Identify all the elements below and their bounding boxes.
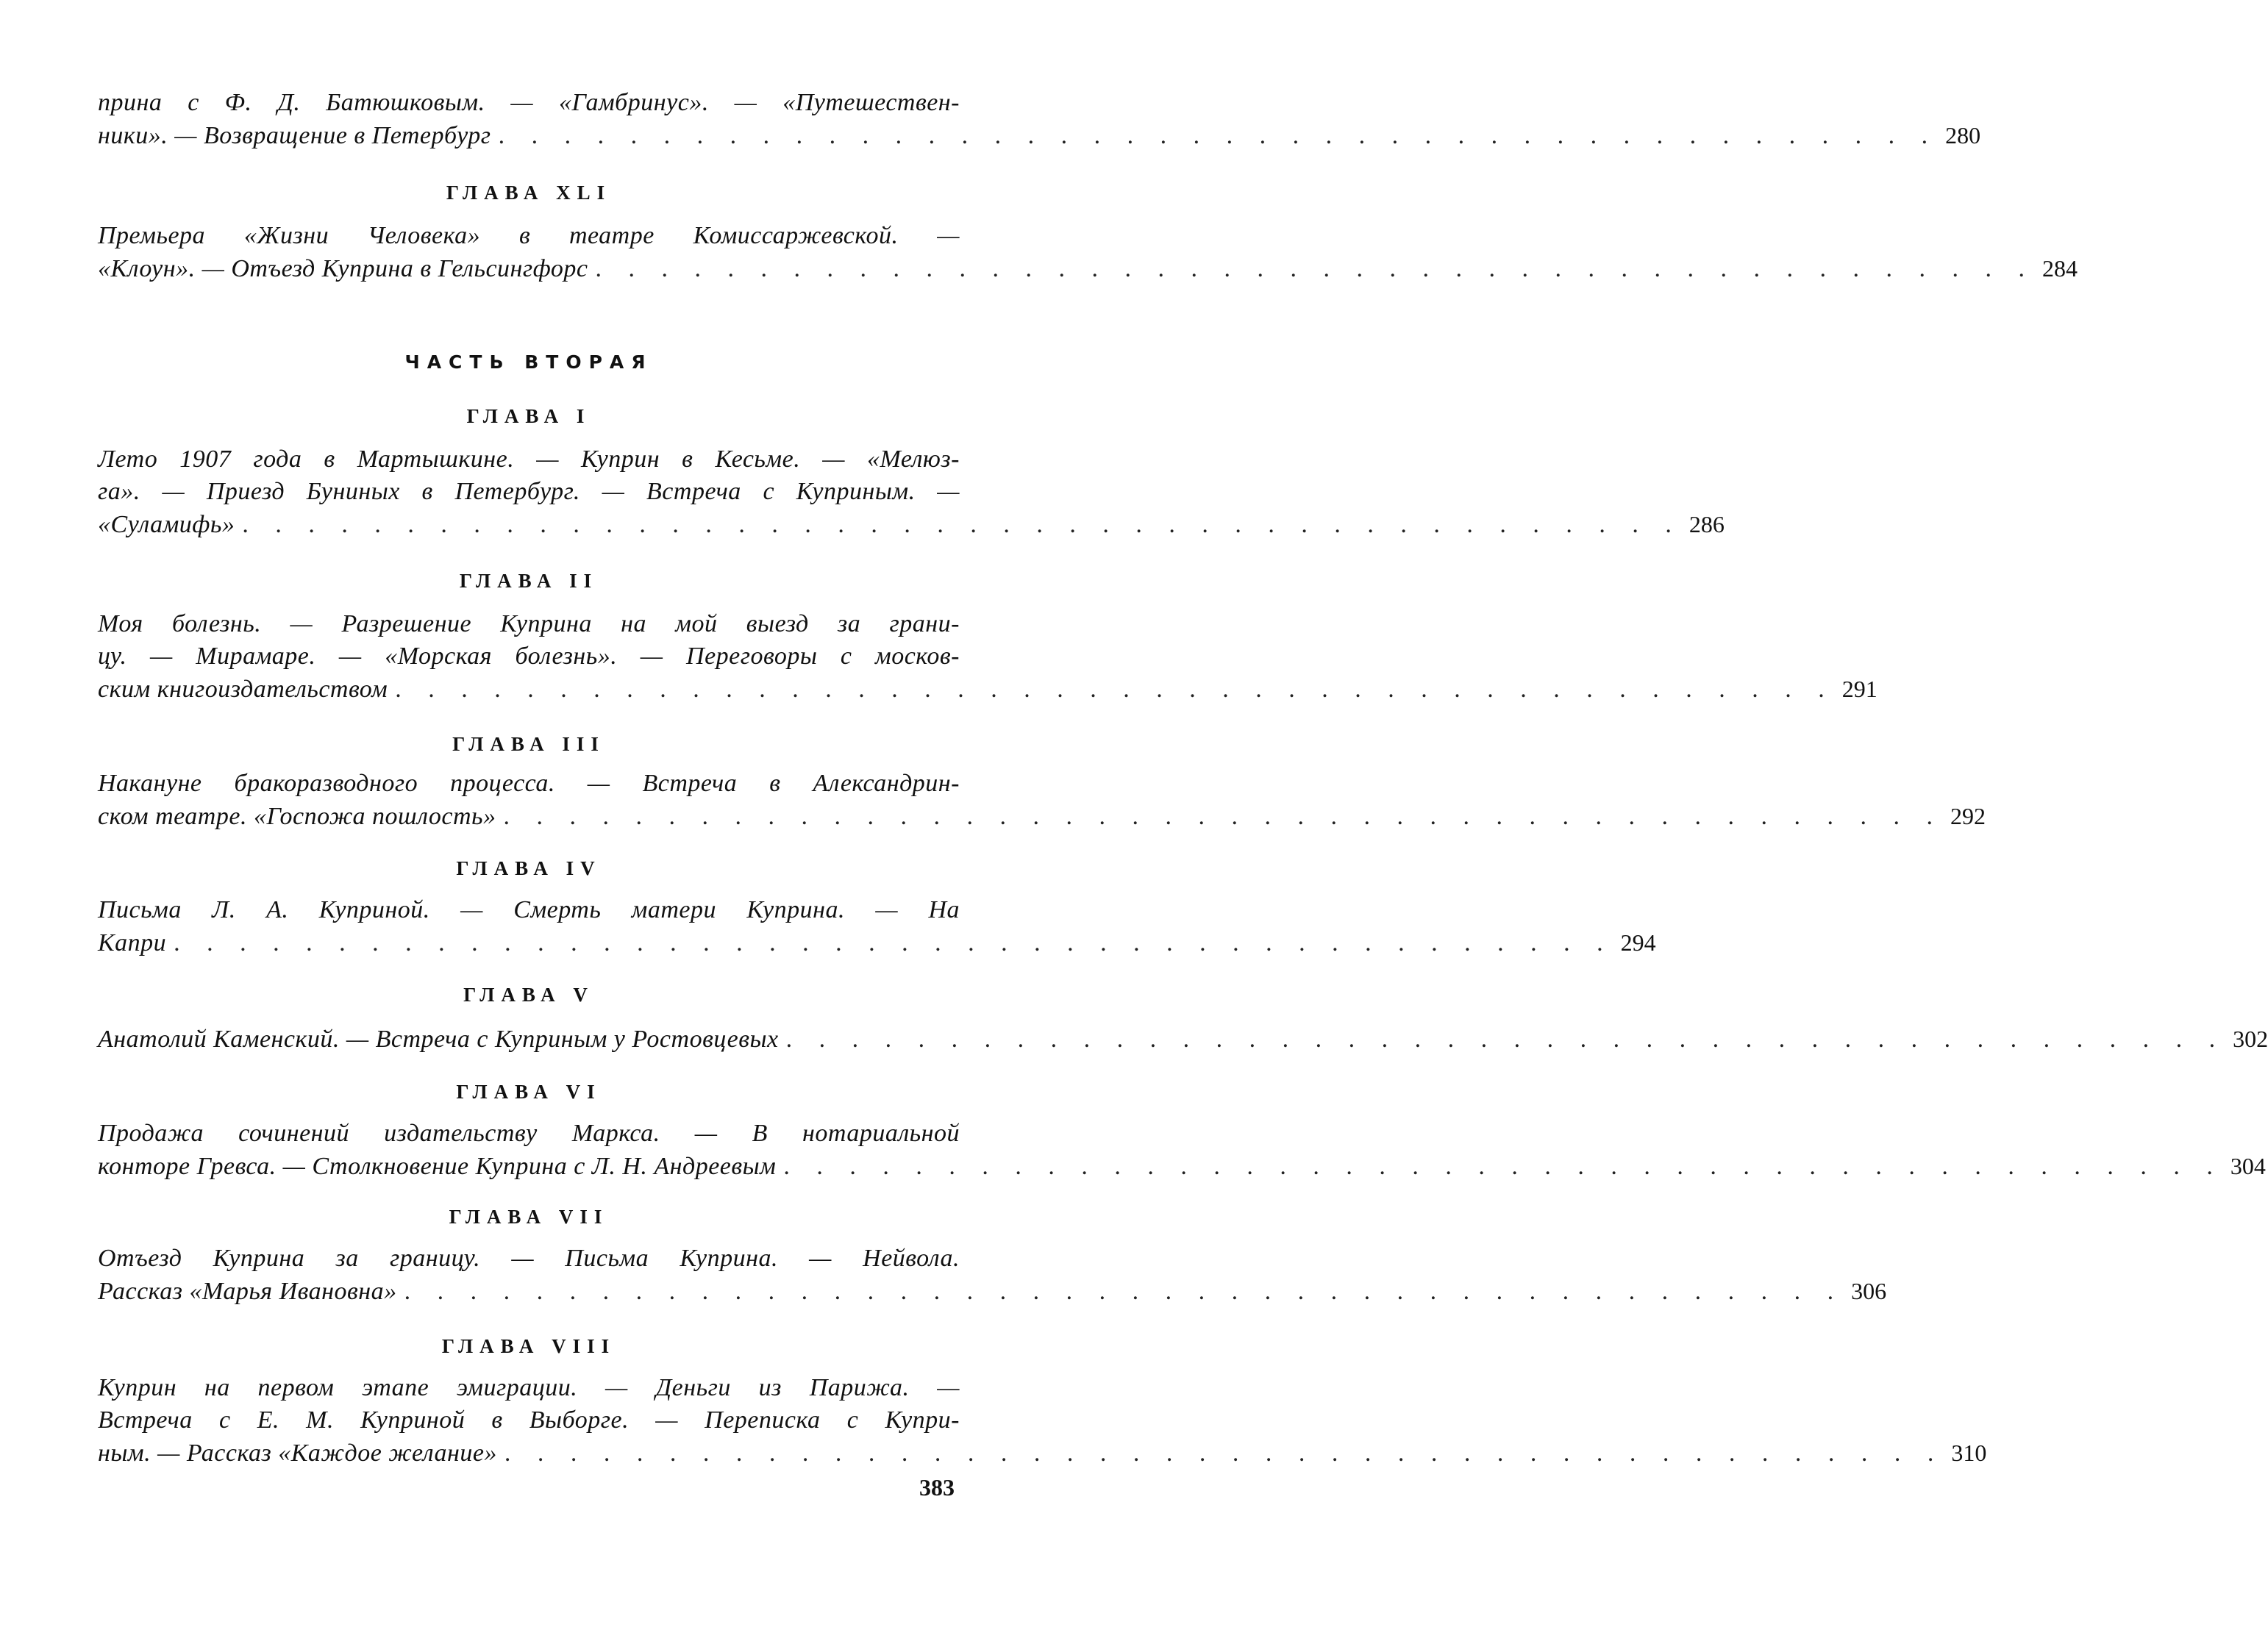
- entry-text: «Клоун». — Отъезд Куприна в Гельсингфорс: [98, 255, 588, 282]
- page-number: 280: [1945, 122, 1981, 149]
- entry-last-line: [98, 1437, 1987, 1469]
- entry-line: Куприн на первом этапе эмиграции. — Деньги из Парижа. —: [98, 1374, 960, 1401]
- entry-line: га». — Приезд Буниных в Петербург. — Встреча с Куприным. —: [98, 478, 960, 505]
- entry-last-line: [98, 508, 1725, 540]
- dot-leader: . . . . . . . . . . . . . . . . . . . . . . . . . . . . . . . . . . . . . . . . . . . .: [404, 1278, 1844, 1305]
- part-title: ЧАСТЬ ВТОРАЯ: [404, 351, 653, 373]
- toc-entry: [98, 894, 1656, 959]
- dot-leader: . . . . . . . . . . . . . . . . . . . . . . . . . . . . . . . . . . . . . . . . . . . .: [595, 255, 2035, 282]
- page-number: 286: [1688, 511, 1725, 537]
- chapter-heading: ГЛАВА XLI: [446, 182, 612, 204]
- entry-line: Отъезд Куприна за границу. — Письма Куприна. — Нейвола.: [98, 1245, 960, 1272]
- entry-line: Накануне бракоразводного процесса. — Встреча в Александрин-: [98, 770, 960, 797]
- entry-last-line: [98, 1150, 2266, 1182]
- page-number: 292: [1950, 803, 1986, 829]
- chapter-heading: ГЛАВА V: [463, 984, 594, 1006]
- dot-leader: . . . . . . . . . . . . . . . . . . . . . . . . . . . . . . . . . . . . . . . . . . . .: [174, 929, 1613, 956]
- entry-last-line: [98, 673, 1877, 705]
- toc-entry: [98, 443, 1725, 540]
- page-number: 304: [2230, 1153, 2266, 1179]
- page-number: 294: [1620, 929, 1656, 956]
- page-number: 302: [2233, 1026, 2268, 1052]
- chapter-heading: ГЛАВА II: [459, 570, 599, 592]
- entry-text: ным. — Рассказ «Каждое желание»: [98, 1440, 497, 1467]
- toc-entry: [98, 608, 1877, 705]
- entry-line: Письма Л. А. Куприной. — Смерть матери Куприна. — На: [98, 896, 960, 923]
- entry-line: Продажа сочинений издательству Маркса. — В нотариальной: [98, 1120, 960, 1147]
- entry-line: Моя болезнь. — Разрешение Куприна на мой выезд за грани-: [98, 610, 960, 637]
- toc-entry: [98, 1372, 1987, 1469]
- dot-leader: . . . . . . . . . . . . . . . . . . . . . . . . . . . . . . . . . . . . . . . . . . . .: [785, 1026, 2226, 1053]
- entry-line: Премьера «Жизни Человека» в театре Комиссаржевской. —: [98, 222, 960, 249]
- entry-text: «Суламифь»: [98, 511, 235, 538]
- entry-line: Встреча с Е. М. Куприной в Выборге. — Переписка с Купри-: [98, 1406, 960, 1434]
- toc-entry: [98, 768, 1986, 832]
- entry-text: конторе Гревса. — Столкновение Куприна с Л. Н. Андреевым: [98, 1153, 777, 1180]
- chapter-heading: ГЛАВА VI: [456, 1081, 602, 1103]
- dot-leader: . . . . . . . . . . . . . . . . . . . . . . . . . . . . . . . . . . . . . . . . . . . .: [503, 803, 1943, 830]
- toc-entry: [98, 220, 2078, 285]
- toc-entry: [98, 1242, 1887, 1307]
- entry-text: Рассказ «Марья Ивановна»: [98, 1278, 397, 1305]
- toc-entry-continued: [98, 87, 1981, 151]
- toc-entry: [98, 1023, 2268, 1055]
- page-number: 291: [1841, 676, 1877, 702]
- chapter-heading: ГЛАВА VIII: [441, 1335, 616, 1357]
- entry-line: Лето 1907 года в Мартышкине. — Куприн в Кесьме. — «Мелюз-: [98, 446, 960, 473]
- page-number: 284: [2041, 255, 2078, 282]
- dot-leader: . . . . . . . . . . . . . . . . . . . . . . . . . . . . . . . . . . . . . . . . . . . .: [783, 1153, 2223, 1180]
- entry-text: Анатолий Каменский. — Встреча с Куприным у Ростовцевых: [98, 1026, 779, 1053]
- page-number: 310: [1951, 1440, 1987, 1466]
- entry-text: ники». — Возвращение в Петербург: [98, 122, 491, 149]
- chapter-heading: ГЛАВА III: [452, 733, 605, 755]
- entry-last-line: [98, 1023, 2268, 1055]
- entry-last-line: [98, 119, 1981, 151]
- page-number: 306: [1851, 1278, 1887, 1304]
- chapter-heading: ГЛАВА IV: [456, 857, 602, 879]
- entry-text: ском театре. «Госпожа пошлость»: [98, 803, 496, 830]
- dot-leader: . . . . . . . . . . . . . . . . . . . . . . . . . . . . . . . . . . . . . . . . . . . .: [498, 122, 1939, 149]
- entry-last-line: [98, 926, 1656, 959]
- entry-text: ским книгоиздательством: [98, 676, 388, 703]
- entry-last-line: [98, 252, 2078, 285]
- dot-leader: . . . . . . . . . . . . . . . . . . . . . . . . . . . . . . . . . . . . . . . . . . . .: [395, 676, 1835, 703]
- entry-last-line: [98, 1275, 1887, 1307]
- chapter-heading: ГЛАВА VII: [449, 1206, 609, 1228]
- entry-line: цу. — Мирамаре. — «Морская болезнь». — Переговоры с москов-: [98, 643, 960, 670]
- entry-last-line: [98, 800, 1986, 832]
- entry-line: прина с Ф. Д. Батюшковым. — «Гамбринус». — «Путешествен-: [98, 89, 960, 116]
- dot-leader: . . . . . . . . . . . . . . . . . . . . . . . . . . . . . . . . . . . . . . . . . . . .: [504, 1440, 1944, 1467]
- chapter-heading: ГЛАВА I: [466, 405, 591, 427]
- toc-entry: [98, 1118, 2266, 1182]
- page-folio: 383: [919, 1474, 955, 1501]
- entry-text: Капри: [98, 929, 167, 956]
- dot-leader: . . . . . . . . . . . . . . . . . . . . . . . . . . . . . . . . . . . . . . . . . . . .: [242, 511, 1682, 538]
